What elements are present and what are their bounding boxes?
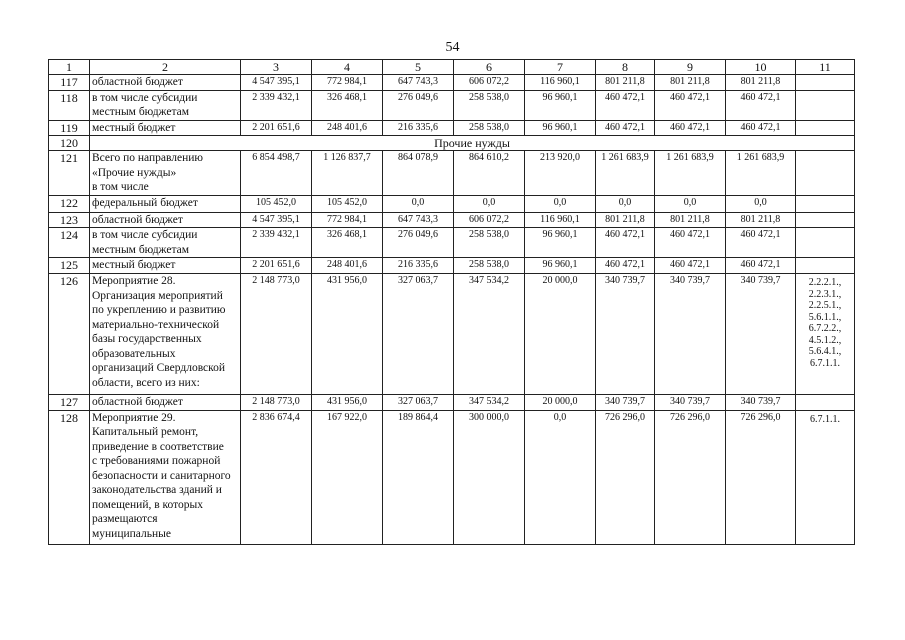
row-name-line: областной бюджет: [92, 76, 183, 88]
value-cell: 460 472,1: [726, 258, 796, 274]
header-cell: 7: [525, 60, 596, 75]
value-cell: 1 126 837,7: [312, 151, 383, 196]
row-number: 126: [49, 274, 90, 395]
value-cell: 647 743,3: [383, 75, 454, 91]
value-cell: 327 063,7: [383, 274, 454, 395]
value-cell: 326 468,1: [312, 228, 383, 258]
value-cell: 4 547 395,1: [241, 75, 312, 91]
value-cell: 105 452,0: [241, 195, 312, 212]
value-cell: 167 922,0: [312, 410, 383, 544]
header-cell: 4: [312, 60, 383, 75]
row-name: [90, 75, 241, 91]
header-cell: 10: [726, 60, 796, 75]
row-name-line: Всего по направлению: [92, 152, 203, 164]
value-cell: 216 335,6: [383, 258, 454, 274]
value-cell: 340 739,7: [655, 395, 726, 411]
link-line: 5.6.1.1.,: [808, 311, 842, 323]
value-cell: 1 261 683,9: [726, 151, 796, 196]
value-cell: 340 739,7: [596, 274, 655, 395]
link-cell: [796, 120, 855, 136]
value-cell: 864 610,2: [454, 151, 525, 196]
value-cell: 258 538,0: [454, 120, 525, 136]
link-line: 6.7.2.2.,: [808, 323, 842, 334]
row-number: 117: [49, 75, 90, 91]
table-row: [49, 258, 855, 274]
header-cell: 11: [796, 60, 855, 75]
header-row: [49, 60, 855, 75]
value-cell: 772 984,1: [312, 75, 383, 91]
value-cell: 606 072,2: [454, 212, 525, 228]
value-cell: 801 211,8: [655, 212, 726, 228]
row-number: 125: [49, 258, 90, 274]
value-cell: 864 078,9: [383, 151, 454, 196]
row-name-line: местный бюджет: [92, 259, 176, 271]
value-cell: 6 854 498,7: [241, 151, 312, 196]
row-name-line: Капитальный ремонт,: [92, 426, 199, 438]
row-number: 118: [49, 90, 90, 120]
row-name-line: помещений, в которых: [92, 498, 203, 511]
section-title: Прочие нужды: [90, 136, 855, 151]
value-cell: 0,0: [383, 195, 454, 212]
row-name-line: местным бюджетам: [92, 106, 189, 118]
link-cell: [796, 90, 855, 120]
value-cell: 606 072,2: [454, 75, 525, 91]
link-cell: [796, 151, 855, 196]
row-name-line: образовательных: [92, 347, 176, 360]
page-number: 54: [445, 40, 460, 55]
value-cell: 340 739,7: [596, 395, 655, 411]
row-number: 127: [49, 395, 90, 411]
value-cell: 340 739,7: [655, 274, 726, 395]
link-cell: [796, 274, 855, 395]
table-row: [49, 120, 855, 136]
value-cell: 0,0: [596, 195, 655, 212]
value-cell: 340 739,7: [726, 395, 796, 411]
table-row: [49, 90, 855, 120]
row-name: [90, 258, 241, 274]
value-cell: 96 960,1: [525, 228, 596, 258]
row-number: 121: [49, 151, 90, 196]
value-cell: 726 296,0: [596, 410, 655, 544]
table-row: [49, 151, 855, 196]
row-name-line: «Прочие нужды»: [92, 166, 177, 179]
value-cell: 1 261 683,9: [596, 151, 655, 196]
header-cell: 2: [90, 60, 241, 75]
link-cell: [796, 212, 855, 228]
header-cell: 8: [596, 60, 655, 75]
link-cell: [796, 395, 855, 411]
link-cell: [796, 258, 855, 274]
row-name-line: федеральный бюджет: [92, 196, 198, 209]
value-cell: 801 211,8: [726, 212, 796, 228]
value-cell: 801 211,8: [596, 75, 655, 91]
value-cell: 460 472,1: [655, 120, 726, 136]
link-cell: [796, 195, 855, 212]
value-cell: 96 960,1: [525, 90, 596, 120]
row-name: [90, 395, 241, 411]
row-name: [90, 228, 241, 258]
row-name-line: организаций Свердловской: [92, 362, 226, 374]
value-cell: 248 401,6: [312, 258, 383, 274]
row-name: [90, 410, 241, 544]
row-name: [90, 151, 241, 196]
value-cell: 460 472,1: [726, 228, 796, 258]
value-cell: 772 984,1: [312, 212, 383, 228]
row-name: [90, 90, 241, 120]
value-cell: 96 960,1: [525, 120, 596, 136]
value-cell: 276 049,6: [383, 228, 454, 258]
value-cell: 460 472,1: [655, 228, 726, 258]
row-name-line: Мероприятие 28.: [92, 275, 176, 287]
value-cell: 300 000,0: [454, 410, 525, 544]
row-name-line: местным бюджетам: [92, 243, 189, 256]
value-cell: 340 739,7: [726, 274, 796, 395]
row-number: 124: [49, 228, 90, 258]
value-cell: 801 211,8: [655, 75, 726, 91]
table-row: [49, 228, 855, 258]
value-cell: 0,0: [454, 195, 525, 212]
table-row: [49, 274, 855, 395]
row-name-line: Мероприятие 29.: [92, 411, 176, 424]
row-name: [90, 274, 241, 395]
value-cell: 258 538,0: [454, 258, 525, 274]
value-cell: 96 960,1: [525, 258, 596, 274]
row-name: [90, 212, 241, 228]
value-cell: 726 296,0: [726, 410, 796, 544]
value-cell: 460 472,1: [655, 258, 726, 274]
row-name-line: базы государственных: [92, 333, 202, 345]
table-row: [49, 410, 855, 544]
value-cell: 647 743,3: [383, 212, 454, 228]
header-cell: 1: [49, 60, 90, 75]
link-line: 4.5.1.2.,: [808, 334, 842, 346]
table-row: [49, 75, 855, 91]
row-name-line: законодательства зданий и: [92, 484, 222, 496]
row-name-line: области, всего из них:: [92, 376, 200, 389]
value-cell: 2 148 773,0: [241, 395, 312, 411]
header-cell: 5: [383, 60, 454, 75]
link-line: 5.6.4.1.,: [808, 346, 842, 357]
row-number: 122: [49, 195, 90, 212]
row-number: 123: [49, 212, 90, 228]
link-cell: [796, 410, 855, 544]
link-line: 2.2.2.1.,: [808, 277, 842, 288]
value-cell: 460 472,1: [596, 258, 655, 274]
value-cell: 2 148 773,0: [241, 274, 312, 395]
link-line: 2.2.5.1.,: [808, 300, 842, 311]
value-cell: 20 000,0: [525, 395, 596, 411]
value-cell: 327 063,7: [383, 395, 454, 411]
value-cell: 347 534,2: [454, 274, 525, 395]
table-row: [49, 136, 855, 151]
value-cell: 258 538,0: [454, 90, 525, 120]
value-cell: 105 452,0: [312, 195, 383, 212]
value-cell: 460 472,1: [596, 120, 655, 136]
budget-table: [48, 59, 855, 545]
value-cell: 216 335,6: [383, 120, 454, 136]
row-name-line: Организация мероприятий: [92, 289, 223, 302]
value-cell: 0,0: [525, 410, 596, 544]
value-cell: 248 401,6: [312, 120, 383, 136]
row-name-line: в том числе субсидии: [92, 229, 198, 241]
link-line: 2.2.3.1.,: [808, 288, 842, 300]
row-name-line: материально-технической: [92, 318, 220, 331]
value-cell: 1 261 683,9: [655, 151, 726, 196]
value-cell: 4 547 395,1: [241, 212, 312, 228]
table-row: [49, 212, 855, 228]
value-cell: 460 472,1: [596, 90, 655, 120]
value-cell: 0,0: [655, 195, 726, 212]
value-cell: 2 339 432,1: [241, 90, 312, 120]
row-name-line: размещаются: [92, 513, 158, 525]
row-name-line: в том числе: [92, 181, 149, 193]
header-cell: 9: [655, 60, 726, 75]
value-cell: 2 201 651,6: [241, 120, 312, 136]
row-name-line: с требованиями пожарной: [92, 455, 221, 467]
row-name-line: по укреплению и развитию: [92, 304, 226, 316]
row-name: [90, 195, 241, 212]
value-cell: 431 956,0: [312, 274, 383, 395]
value-cell: 726 296,0: [655, 410, 726, 544]
row-number: 119: [49, 120, 90, 136]
header-cell: 3: [241, 60, 312, 75]
link-cell: [796, 228, 855, 258]
table-row: [49, 195, 855, 212]
value-cell: 0,0: [525, 195, 596, 212]
value-cell: 460 472,1: [726, 120, 796, 136]
value-cell: 460 472,1: [596, 228, 655, 258]
value-cell: 20 000,0: [525, 274, 596, 395]
row-name-line: приведение в соответствие: [92, 440, 224, 453]
value-cell: 460 472,1: [655, 90, 726, 120]
row-name-line: областной бюджет: [92, 213, 183, 226]
row-name: [90, 120, 241, 136]
value-cell: 431 956,0: [312, 395, 383, 411]
row-name-line: областной бюджет: [92, 396, 183, 408]
row-number: 120: [49, 136, 90, 151]
row-number: 128: [49, 410, 90, 544]
link-line: 6.7.1.1.: [810, 413, 840, 425]
row-name-line: в том числе субсидии: [92, 91, 198, 104]
link-cell: [796, 75, 855, 91]
link-line: 6.7.1.1.: [810, 357, 840, 369]
value-cell: 326 468,1: [312, 90, 383, 120]
value-cell: 2 836 674,4: [241, 410, 312, 544]
row-name-line: муниципальные: [92, 527, 171, 540]
value-cell: 2 339 432,1: [241, 228, 312, 258]
value-cell: 801 211,8: [726, 75, 796, 91]
row-name-line: безопасности и санитарного: [92, 469, 231, 482]
value-cell: 189 864,4: [383, 410, 454, 544]
header-cell: 6: [454, 60, 525, 75]
value-cell: 460 472,1: [726, 90, 796, 120]
value-cell: 801 211,8: [596, 212, 655, 228]
value-cell: 347 534,2: [454, 395, 525, 411]
value-cell: 276 049,6: [383, 90, 454, 120]
value-cell: 213 920,0: [525, 151, 596, 196]
value-cell: 116 960,1: [525, 212, 596, 228]
table-row: [49, 395, 855, 411]
value-cell: 0,0: [726, 195, 796, 212]
row-name-line: местный бюджет: [92, 121, 176, 134]
value-cell: 2 201 651,6: [241, 258, 312, 274]
value-cell: 116 960,1: [525, 75, 596, 91]
value-cell: 258 538,0: [454, 228, 525, 258]
